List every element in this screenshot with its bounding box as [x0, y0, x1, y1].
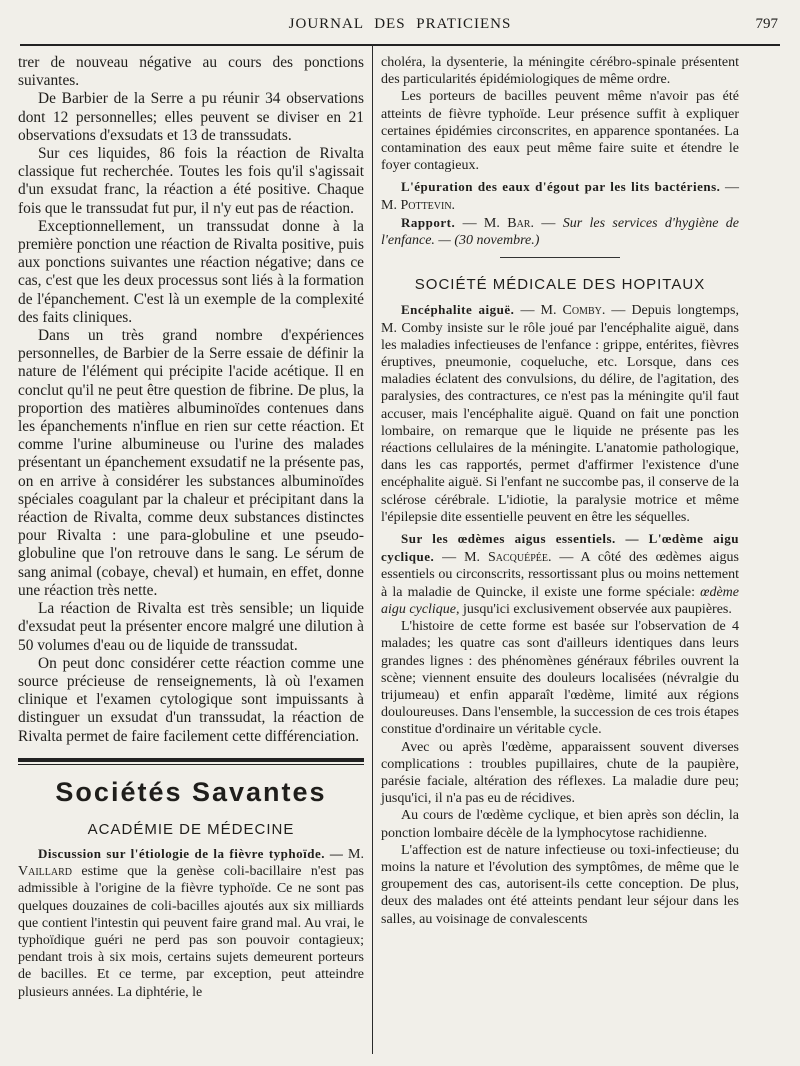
oedeme-text-end: , jusqu'ici exclusivement observée aux paupières.: [456, 601, 732, 617]
oedeme-italic: œdème aigu cyclique: [381, 584, 739, 617]
rapport-heading: Rapport.: [401, 214, 456, 230]
column-divider: [372, 44, 373, 1054]
page-header: [20, 10, 780, 46]
epuration-author: — M. Pottevin.: [381, 180, 740, 213]
paragraph: L'affection est de nature infectieuse ou toxi-infectieuse; du moins la nature et l'évolution des symptômes, de même que le groupement des cas, autorisent-ils cette conception. De plus, deux des malades ont été atteints pendant leur séjour dans les salles, au voisinage de convalescents: [381, 842, 739, 927]
short-rule: [500, 257, 620, 258]
paragraph: L'histoire de cette forme est basée sur l'observation de 4 malades; les quatre cas sont d'ailleurs identiques dans leurs grandes lignes : des phénomènes généraux fébriles ouvrent la scène; viennent ensuite des douleurs localisées (névralgie du trijumeau) et enfin apparaît l'œdème, limité aux régions douloureuses. Dans l'ensemble, la succession de ces trois étapes constitue d'ordinaire un véritable cycle.: [381, 619, 739, 738]
section-rule-thick: [18, 758, 364, 762]
oedeme-text: — A côté des œdèmes aigus essentiels ou circonscrits, ressortissant plus ou moins nettement à la maladie de Quincke, il existe une forme spéciale:: [381, 550, 739, 600]
paragraph: Au cours de l'œdème cyclique, et bien après son déclin, la ponction lombaire décèle de la lymphocytose rachidienne.: [381, 808, 739, 841]
page-number: 797: [755, 16, 778, 32]
epuration-heading: L'épuration des eaux d'égout par les lits bactériens.: [401, 179, 721, 195]
encephalite-author: — M. Comby.: [514, 303, 606, 319]
paragraph: trer de nouveau négative au cours des ponctions suivantes.: [18, 54, 364, 90]
discussion-paragraph: [18, 845, 364, 1001]
rapport-entry: [381, 214, 739, 249]
encephalite-entry: [381, 301, 739, 526]
epuration-entry: [381, 178, 739, 213]
paragraph: Exceptionnellement, un transsudat donne à la première ponction une réaction de Rivalta positive, puis aux ponctions suivantes une réaction négative; dans ce cas, c'est que les deux processus sont liés à la formation de l'épanchement. C'est là un exemple de la complexité des faits cliniques.: [18, 217, 364, 326]
paragraph: Sur ces liquides, 86 fois la réaction de Rivalta classique fut recherchée. Toutes les fois qu'il s'agissait d'un exsudat franc, la réaction a été positive. Chaque fois que le transsudat fut pur, il n'y eut pas de réaction.: [18, 145, 364, 217]
paragraph: Les porteurs de bacilles peuvent même n'avoir pas été atteints de fièvre typhoïde. Leur présence suffit à expliquer certaines épidémies circonscrites, en apparence spontanées. La contamination des eaux peut même faire suite et étendre le foyer contagieux.: [381, 89, 739, 174]
paragraph: Dans un très grand nombre d'expériences personnelles, de Barbier de la Serre essaie de définir la nature de l'élément qui précipite l'acide acétique. Il en conclut qu'il ne peut être question de fibrine. De plus, la proportion des matières albuminoïdes contenues dans les épanchements n'influe en rien sur cette réaction. Et comme l'urine albumineuse ou l'urine des malades présentant un épanchement exsudatif ne la présente pas, on en arrive à considérer les substances albuminoïdes spéciales coagulant par la chaleur et précipitant dans la réaction de Rivalta, comme deux substances distinctes pour Rivalta : une para-globuline et une pseudo-globuline que l'on retrouve dans le sang. Le sérum de sang animal (cobaye, cheval) et humain, en effet, donne une réaction très nette.: [18, 327, 364, 599]
oedeme-author: — M. Sacquépée.: [434, 550, 552, 566]
left-column: [18, 54, 364, 1001]
section-title: Sociétés Savantes: [55, 776, 327, 807]
rapport-author: — M. Bar. —: [455, 215, 563, 231]
section-rule-thin: [18, 764, 364, 765]
discussion-text: estime que la genèse coli-bacillaire n'est pas admissible à l'origine de la fièvre typhoïde. Ce ne sont pas quelques douzaines de coli-bacilles ajoutés aux six milliards que contient l'intestin qui peuvent faire grand mal. Au vrai, le typhoïdique guéri ne perd pas son pouvoir contagieux; pendant trois à six mois, certains sujets demeurent porteurs de bacilles. Et ce terme, par exception, peut atteindre plusieurs années. La diphtérie, le: [18, 864, 364, 1000]
paragraph: choléra, la dysenterie, la méningite cérébro-spinale présentent des particularités épidémiologiques de même ordre.: [381, 55, 739, 88]
paragraph: Avec ou après l'œdème, apparaissent souvent diverses complications : troubles pupillaires, chute de la paupière, parésie faciale, altération des réflexes. La maladie dure peu; jusqu'ici, il n'a pas eu de récidives.: [381, 739, 739, 807]
oedeme-heading: Sur les œdèmes aigus essentiels. — L'œdème aigu cyclique.: [381, 531, 739, 565]
rapport-text: Sur les services d'hygiène de l'enfance. — (30 novembre.): [381, 215, 739, 249]
journal-title: JOURNAL DES PRATICIENS: [288, 16, 512, 32]
paragraph: On peut donc considérer cette réaction comme une source précieuse de renseignements, là où l'examen clinique et l'examen cytologique sont impuissants à distinguer un exsudat d'un transsudat, la réaction de Rivalta permet de faire facilement cette différenciation.: [18, 654, 364, 745]
oedeme-entry: [381, 530, 739, 618]
discussion-author: M. Vaillard: [18, 846, 364, 880]
right-column: [381, 54, 739, 928]
academy-title: ACADÉMIE DE MÉDECINE: [87, 820, 295, 838]
society-title: SOCIÉTÉ MÉDICALE DES HOPITAUX: [414, 276, 706, 294]
discussion-heading: Discussion sur l'étiologie de la fièvre typhoïde. —: [38, 845, 344, 861]
paragraph: De Barbier de la Serre a pu réunir 34 observations dont 12 personnelles; elles peuvent se diviser en 21 observations d'exsudats et 13 de transsudats.: [18, 90, 364, 144]
encephalite-heading: Encéphalite aiguë.: [401, 302, 515, 318]
paragraph: La réaction de Rivalta est très sensible; un liquide d'exsudat peut la présenter encore malgré une dilution à 50 volumes d'eau ou de liquide de transsudat.: [18, 600, 364, 654]
encephalite-text: — Depuis longtemps, M. Comby insiste sur le rôle joué par l'encéphalite aiguë, dans les maladies infectieuses de l'enfance : grippe, entérites, fièvres éruptives, pneumonie, coqueluche, etc. Lorsque, dans ces maladies éclatent des convulsions, du délire, de l'agitation, des paralysies, des contractures, ce n'est pas la méningite qu'il faut accuser, mais l'encéphalite aiguë. Quand on fait une ponction lombaire, on remarque que le liquide ne présente pas les réactions cellulaires de la méningite. L'anatomie pathologique, dans les cas rapportés, permet d'affirmer l'existence d'une encéphalite aiguë. Si l'enfant ne succombe pas, il conserve de la sclérose cérébrale. L'idiotie, la paralysie motrice et même l'épilepsie dite essentielle peuvent en être les séquelles.: [381, 303, 739, 525]
